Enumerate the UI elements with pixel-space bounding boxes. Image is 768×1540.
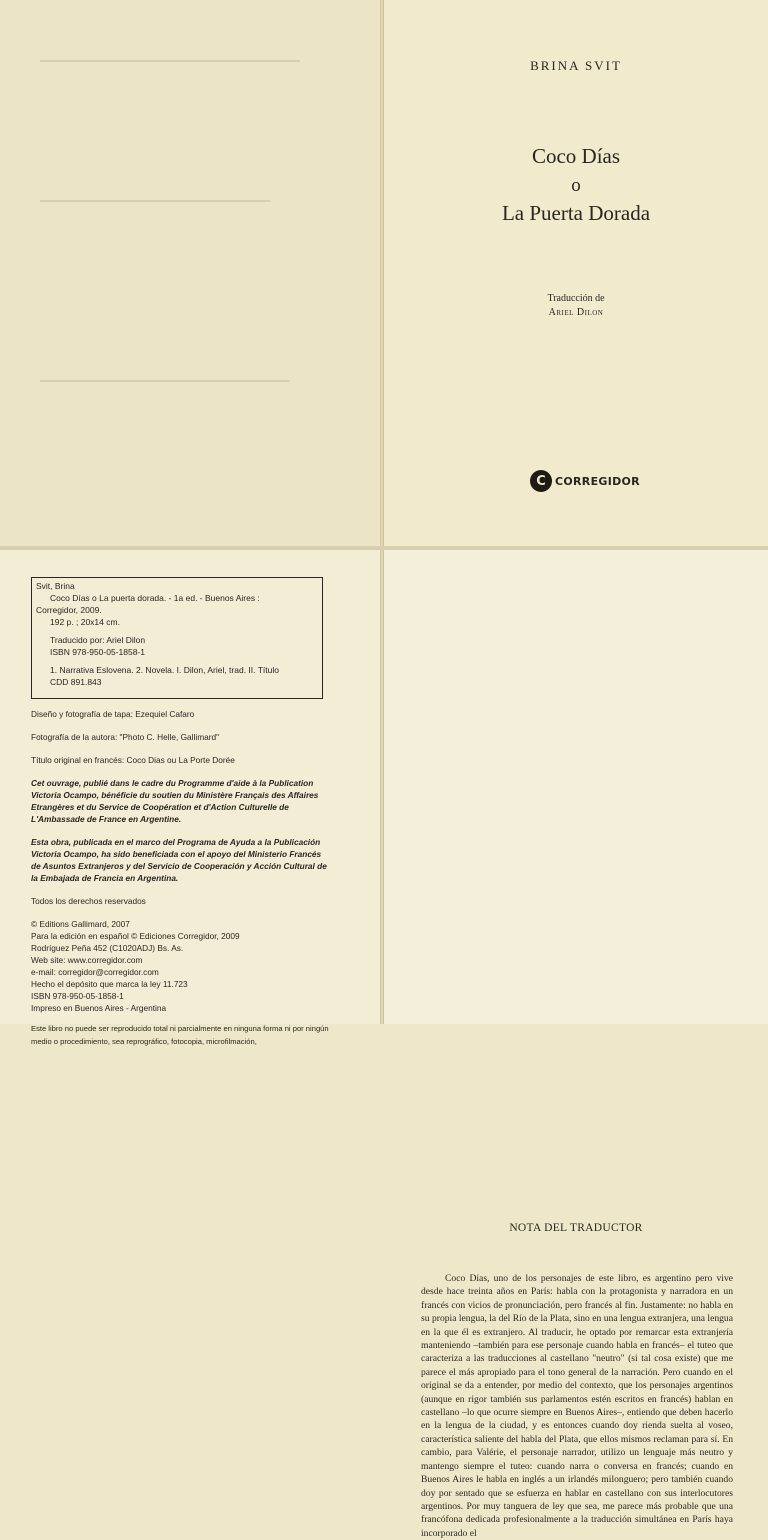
copyright-line: Web site: www.corregidor.com <box>31 955 143 965</box>
copyright-line: Para la edición en español © Ediciones Corregidor, 2009 <box>31 931 240 941</box>
note-body: Coco Días, uno de los personajes de este libro, es argentino pero vive desde hace treinta años en París: habla con la protagonista y narradora en un francés con vicios de pronunciación, pero francés al fin. Justamente: no habla en su propia lengua, la del Río de la Plata, sino en una lengua extranjera, una lengua en la que él es extranjero. Al traducir, he optado por remarcar esta extranjería manteniendo –también para ese personaje cuando habla en francés– el tuteo que caracteriza a las traducciones al castellano "neutro" (si tal cosa existe) que me parece el más apropiado para el tono general de la narración. Pero cuando en el original se da a entender, por medio del contexto, que los personajes argentinos (aunque en rigor también sus parlamentos estén escritos en francés) hablan en castellano –lo que ocurre siempre en Buenos Aires–, entiendo que deben hacerlo en la lengua de la ciudad, y es entonces cuando doy rienda suelta al voseo, característica saliente del habla del Plata, que ellos mismos reclaman para sí. En cambio, para Valérie, el personaje narrador, utilizo un lenguaje más neutro y mantengo siempre el tuteo: cuando narra o conversa en francés; cuando en Buenos Aires le habla en inglés a un irlandés milonguero; pero también cuando doy por sentado que se esfuerza en hablar en castellano con sus interlocutores argentinos. Por muy tanguera de ley que sea, me parece más probable que una francófona dedicada profesionalmente a la traducción simultánea en París haya incorporado el <box>421 1273 733 1539</box>
credits-block <box>31 708 331 1048</box>
spanish-support-note: Esta obra, publicada en el marco del Programa de Ayuda a la Publicación Victoria Ocampo, ha sido beneficiada con el apoyo del Ministerio Francés de Asuntos Extranjeros y del Servicio de Cooperación y Acción Cultural de la Embajada de Francia en Argentina. <box>31 837 327 883</box>
legal-notice: Este libro no puede ser reproducido total ni parcialmente en ninguna forma ni por ningún medio o procedimiento, sea reprográfico, fotocopia, microfilmación, <box>31 1024 329 1046</box>
catalog-line: Coco Días o La puerta dorada. - 1a ed. - Buenos Aires : <box>50 593 260 603</box>
author-photo-credit: Fotografía de la autora: "Photo C. Helle, Gallimard" <box>31 732 220 742</box>
catalog-line: CDD 891.843 <box>50 677 102 687</box>
catalog-line: Svit, Brina <box>36 581 75 591</box>
original-title: Título original en francés: Coco Dias ou La Porte Dorée <box>31 755 235 765</box>
translation-label: Traducción de <box>547 293 605 304</box>
title-page <box>384 0 768 548</box>
copyright-line: ISBN 978-950-05-1858-1 <box>31 991 124 1001</box>
catalog-line: Traducido por: Ariel Dilon <box>50 635 146 645</box>
french-support-note: Cet ouvrage, publié dans le cadre du Programme d'aide à la Publication Victoria Ocampo, bénéficie du soutien du Ministère Français des Affaires Etrangères et du Service de Coopération et d'Action Culturelle de L'Ambassade de France en Argentine. <box>31 778 319 824</box>
catalog-line: 192 p. ; 20x14 cm. <box>50 617 120 627</box>
catalog-line: 1. Narrativa Eslovena. 2. Novela. I. Dilon, Ariel, trad. II. Título <box>50 665 279 675</box>
copyright-line: e-mail: corregidor@corregidor.com <box>31 967 159 977</box>
publisher-mark <box>530 470 640 492</box>
copyright-line: © Editions Gallimard, 2007 <box>31 919 130 929</box>
copyright-line: Rodríguez Peña 452 (C1020ADJ) Bs. As. <box>31 943 184 953</box>
catalog-line: Corregidor, 2009. <box>36 605 102 615</box>
publisher-logo-icon: C <box>530 470 552 492</box>
catalog-card <box>31 577 323 699</box>
book-title-line-2: La Puerta Dorada <box>501 201 651 225</box>
translator-name: Ariel Dilon <box>548 307 604 318</box>
book-title-line-1: Coco Días <box>531 144 621 168</box>
copyright-line: Hecho el depósito que marca la ley 11.723 <box>31 979 188 989</box>
author-name: BRINA SVIT <box>530 58 622 73</box>
cover-design-credit: Diseño y fotografía de tapa: Ezequiel Cafaro <box>31 709 195 719</box>
publisher-name: CORREGIDOR <box>555 474 640 488</box>
left-facing-page-top <box>0 0 380 548</box>
catalog-line: ISBN 978-950-05-1858-1 <box>50 647 145 657</box>
copyright-line: Impreso en Buenos Aires - Argentina <box>31 1003 167 1013</box>
note-heading: NOTA DEL TRADUCTOR <box>509 1222 643 1234</box>
translator-note-page <box>384 550 768 1539</box>
book-title-conjunction: o <box>571 175 581 196</box>
rights-reserved: Todos los derechos reservados <box>31 896 146 906</box>
